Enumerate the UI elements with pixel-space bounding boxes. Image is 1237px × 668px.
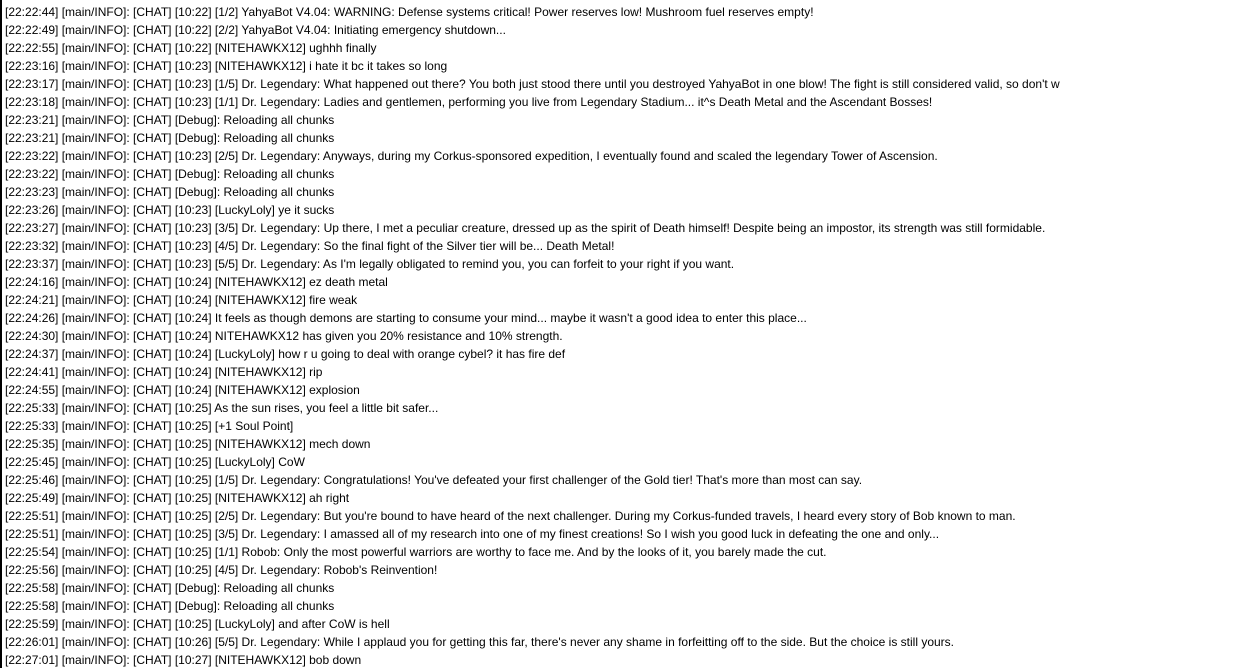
log-lines-container <box>5 3 1237 668</box>
log-line: [22:22:55] [main/INFO]: [CHAT] [10:22] [NITEHAWKX12] ughhh finally <box>5 41 377 55</box>
log-line: [22:25:33] [main/INFO]: [CHAT] [10:25] As the sun rises, you feel a little bit safer... <box>5 401 439 415</box>
log-line: [22:23:26] [main/INFO]: [CHAT] [10:23] [LuckyLoly] ye it sucks <box>5 203 335 217</box>
log-line: [22:25:58] [main/INFO]: [CHAT] [Debug]: Reloading all chunks <box>5 581 335 595</box>
log-line: [22:23:37] [main/INFO]: [CHAT] [10:23] [5/5] Dr. Legendary: As I'm legally obligated to remind you, you can forfeit to your right if you want. <box>5 257 735 271</box>
log-line: [22:23:32] [main/INFO]: [CHAT] [10:23] [4/5] Dr. Legendary: So the final fight of the Silver tier will be... Death Metal! <box>5 239 615 253</box>
log-line: [22:24:26] [main/INFO]: [CHAT] [10:24] It feels as though demons are starting to consume your mind... maybe it wasn't a good idea to enter this place... <box>5 311 807 325</box>
log-line: [22:25:54] [main/INFO]: [CHAT] [10:25] [1/1] Robob: Only the most powerful warriors are worthy to face me. And by the looks of it, you barely made the cut. <box>5 545 827 559</box>
log-line: [22:25:46] [main/INFO]: [CHAT] [10:25] [1/5] Dr. Legendary: Congratulations! You've defeated your first challenger of the Gold tier! That's more than most can say. <box>5 473 863 487</box>
log-line: [22:25:51] [main/INFO]: [CHAT] [10:25] [2/5] Dr. Legendary: But you're bound to have heard of the next challenger. During my Corkus-funded travels, I heard every story of Bob known to man. <box>5 509 1016 523</box>
log-line: [22:23:21] [main/INFO]: [CHAT] [Debug]: Reloading all chunks <box>5 113 335 127</box>
log-line: [22:25:51] [main/INFO]: [CHAT] [10:25] [3/5] Dr. Legendary: I amassed all of my research into one of my finest creations! So I wish you good luck in defeating the one and only... <box>5 527 940 541</box>
log-line: [22:25:33] [main/INFO]: [CHAT] [10:25] [+1 Soul Point] <box>5 419 294 433</box>
log-line: [22:24:41] [main/INFO]: [CHAT] [10:24] [NITEHAWKX12] rip <box>5 365 323 379</box>
log-line: [22:24:30] [main/INFO]: [CHAT] [10:24] NITEHAWKX12 has given you 20% resistance and 10% strength. <box>5 329 563 343</box>
log-line: [22:22:44] [main/INFO]: [CHAT] [10:22] [1/2] YahyaBot V4.04: WARNING: Defense systems critical! Power reserves low! Mushroom fuel reserves empty! <box>5 5 814 19</box>
log-line: [22:24:16] [main/INFO]: [CHAT] [10:24] [NITEHAWKX12] ez death metal <box>5 275 388 289</box>
log-line: [22:25:56] [main/INFO]: [CHAT] [10:25] [4/5] Dr. Legendary: Robob's Reinvention! <box>5 563 438 577</box>
log-line: [22:24:37] [main/INFO]: [CHAT] [10:24] [LuckyLoly] how r u going to deal with orange cybel? it has fire def <box>5 347 566 361</box>
log-line: [22:25:45] [main/INFO]: [CHAT] [10:25] [LuckyLoly] CoW <box>5 455 305 469</box>
log-line: [22:23:16] [main/INFO]: [CHAT] [10:23] [NITEHAWKX12] i hate it bc it takes so long <box>5 59 448 73</box>
log-line: [22:23:18] [main/INFO]: [CHAT] [10:23] [1/1] Dr. Legendary: Ladies and gentlemen, performing you live from Legendary Stadium... it^s Death Metal and the Ascendant Bosses! <box>5 95 933 109</box>
log-line: [22:24:55] [main/INFO]: [CHAT] [10:24] [NITEHAWKX12] explosion <box>5 383 360 397</box>
log-line: [22:25:59] [main/INFO]: [CHAT] [10:25] [LuckyLoly] and after CoW is hell <box>5 617 390 631</box>
log-line: [22:22:49] [main/INFO]: [CHAT] [10:22] [2/2] YahyaBot V4.04: Initiating emergency shutdown... <box>5 23 506 37</box>
log-line: [22:23:17] [main/INFO]: [CHAT] [10:23] [1/5] Dr. Legendary: What happened out there? You both just stood there until you destroyed YahyaBot in one blow! The fight is still considered valid, so don't w <box>5 77 1060 91</box>
log-line: [22:27:01] [main/INFO]: [CHAT] [10:27] [NITEHAWKX12] bob down <box>5 653 362 667</box>
log-line: [22:24:21] [main/INFO]: [CHAT] [10:24] [NITEHAWKX12] fire weak <box>5 293 358 307</box>
log-line: [22:25:35] [main/INFO]: [CHAT] [10:25] [NITEHAWKX12] mech down <box>5 437 371 451</box>
log-line: [22:25:49] [main/INFO]: [CHAT] [10:25] [NITEHAWKX12] ah right <box>5 491 350 505</box>
log-line: [22:23:22] [main/INFO]: [CHAT] [10:23] [2/5] Dr. Legendary: Anyways, during my Corkus-sponsored expedition, I eventually found and scaled the legendary Tower of Ascension. <box>5 149 938 163</box>
log-line: [22:23:22] [main/INFO]: [CHAT] [Debug]: Reloading all chunks <box>5 167 335 181</box>
log-line: [22:23:21] [main/INFO]: [CHAT] [Debug]: Reloading all chunks <box>5 131 335 145</box>
log-line: [22:26:01] [main/INFO]: [CHAT] [10:26] [5/5] Dr. Legendary: While I applaud you for getting this far, there's never any shame in forfeitting off to the side. But the choice is still yours. <box>5 635 955 649</box>
log-line: [22:23:23] [main/INFO]: [CHAT] [Debug]: Reloading all chunks <box>5 185 335 199</box>
log-line: [22:23:27] [main/INFO]: [CHAT] [10:23] [3/5] Dr. Legendary: Up there, I met a peculiar creature, dressed up as the spirit of Death himself! Despite being an impostor, its strength was still formidable. <box>5 221 1046 235</box>
log-line: [22:25:58] [main/INFO]: [CHAT] [Debug]: Reloading all chunks <box>5 599 335 613</box>
